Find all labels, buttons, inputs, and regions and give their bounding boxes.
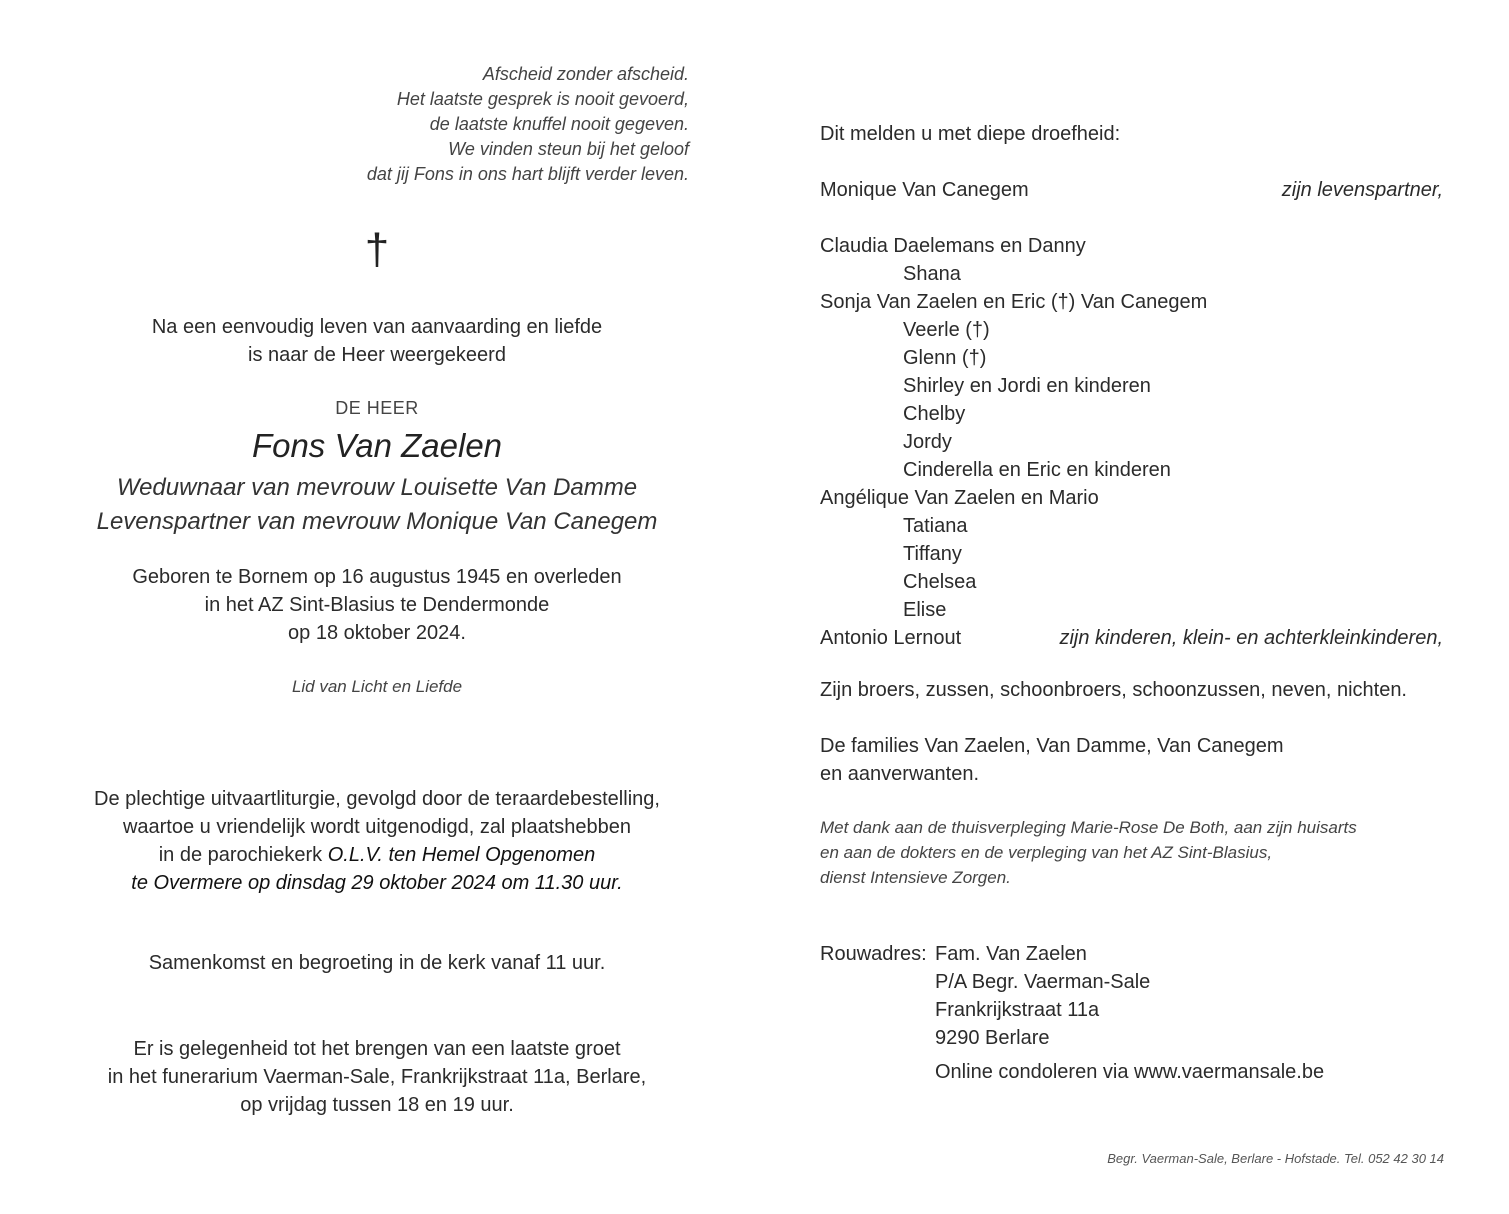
family-member: Glenn (†) bbox=[903, 347, 987, 369]
thanks-line: en aan de dokters en de verpleging van het AZ Sint-Blasius, bbox=[820, 843, 1273, 862]
funeral-line: De plechtige uitvaartliturgie, gevolgd door de teraardebestelling, bbox=[94, 788, 660, 810]
address-label: Rouwadres: bbox=[820, 943, 927, 965]
funeral-line bbox=[57, 841, 697, 869]
online-condolence: Online condoleren via www.vaermansale.be bbox=[935, 1061, 1325, 1083]
footer: Begr. Vaerman-Sale, Berlare - Hofstade. Tel. 052 42 30 14 bbox=[1107, 1151, 1444, 1166]
visit-line: op vrijdag tussen 18 en 19 uur. bbox=[240, 1094, 514, 1116]
meeting-info: Samenkomst en begroeting in de kerk vanaf 11 uur. bbox=[148, 952, 606, 974]
address bbox=[935, 940, 1150, 1052]
deceased-name: Fons Van Zaelen bbox=[251, 427, 503, 464]
church-prefix: in de parochiekerk bbox=[158, 844, 328, 866]
family-member: Jordy bbox=[903, 431, 952, 453]
family-list bbox=[820, 232, 1443, 652]
poem-line: de laatste knuffel nooit gegeven. bbox=[429, 114, 689, 134]
siblings: Zijn broers, zussen, schoonbroers, schoonzussen, neven, nichten. bbox=[820, 679, 1407, 701]
funeral-info bbox=[57, 785, 697, 897]
family-member: Veerle (†) bbox=[903, 319, 990, 341]
poem-line: dat jij Fons in ons hart blijft verder leven. bbox=[366, 164, 689, 184]
relations bbox=[40, 471, 714, 539]
birth-death-info bbox=[77, 563, 677, 647]
visit-line: Er is gelegenheid tot het brengen van een laatste groet bbox=[133, 1038, 621, 1060]
family-member: Antonio Lernout bbox=[820, 627, 962, 649]
partner-role: zijn levenspartner, bbox=[1281, 179, 1443, 201]
thanks-line: dienst Intensieve Zorgen. bbox=[820, 868, 1011, 887]
visit-info bbox=[57, 1035, 697, 1119]
family-member: Elise bbox=[903, 599, 947, 621]
family-member: Tatiana bbox=[903, 515, 968, 537]
family-member: Angélique Van Zaelen en Mario bbox=[820, 487, 1099, 509]
family-member: Claudia Daelemans en Danny bbox=[820, 235, 1086, 257]
thanks-line: Met dank aan de thuisverpleging Marie-Rose De Both, aan zijn huisarts bbox=[820, 818, 1357, 837]
born-line: Geboren te Bornem op 16 augustus 1945 en overleden bbox=[132, 566, 622, 588]
partner-name: Monique Van Canegem bbox=[820, 179, 1029, 201]
honorific: DE HEER bbox=[335, 398, 419, 418]
intro-line: Na een eenvoudig leven van aanvaarding en liefde bbox=[151, 316, 603, 338]
intro-text bbox=[77, 313, 677, 369]
families-line: De families Van Zaelen, Van Damme, Van Canegem bbox=[820, 735, 1284, 757]
family-member: Shana bbox=[903, 263, 961, 285]
families bbox=[820, 732, 1284, 788]
cross-icon: † bbox=[364, 225, 390, 274]
funeral-datetime: te Overmere op dinsdag 29 oktober 2024 om 11.30 uur. bbox=[131, 872, 623, 894]
poem-line: We vinden steun bij het geloof bbox=[448, 139, 689, 159]
address-line: Frankrijkstraat 11a bbox=[935, 999, 1100, 1021]
family-member: Tiffany bbox=[903, 543, 962, 565]
widower-line: Weduwnaar van mevrouw Louisette Van Damme bbox=[116, 474, 638, 501]
family-member-last bbox=[820, 624, 1443, 652]
thanks-note bbox=[820, 815, 1357, 890]
partner-line: Levenspartner van mevrouw Monique Van Canegem bbox=[96, 508, 658, 535]
church-name: O.L.V. ten Hemel Opgenomen bbox=[327, 844, 596, 866]
address-line: Fam. Van Zaelen bbox=[935, 943, 1087, 965]
children-role: zijn kinderen, klein- en achterkleinkinderen, bbox=[1059, 627, 1443, 649]
born-line: in het AZ Sint-Blasius te Dendermonde bbox=[204, 594, 550, 616]
membership: Lid van Licht en Liefde bbox=[291, 677, 463, 696]
family-member: Chelsea bbox=[903, 571, 977, 593]
address-line: 9290 Berlare bbox=[935, 1027, 1050, 1049]
poem bbox=[367, 62, 689, 187]
family-member: Cinderella en Eric en kinderen bbox=[903, 459, 1171, 481]
poem-line: Afscheid zonder afscheid. bbox=[482, 64, 689, 84]
announcement: Dit melden u met diepe droefheid: bbox=[820, 123, 1121, 145]
visit-line: in het funerarium Vaerman-Sale, Frankrijkstraat 11a, Berlare, bbox=[107, 1066, 647, 1088]
families-line: en aanverwanten. bbox=[820, 763, 980, 785]
poem-line: Het laatste gesprek is nooit gevoerd, bbox=[396, 89, 689, 109]
family-member: Shirley en Jordi en kinderen bbox=[903, 375, 1151, 397]
funeral-line: waartoe u vriendelijk wordt uitgenodigd, zal plaatshebben bbox=[122, 816, 632, 838]
address-line: P/A Begr. Vaerman-Sale bbox=[935, 971, 1151, 993]
family-member: Sonja Van Zaelen en Eric (†) Van Canegem bbox=[820, 291, 1208, 313]
intro-line: is naar de Heer weergekeerd bbox=[248, 344, 506, 366]
family-member: Chelby bbox=[903, 403, 966, 425]
born-line: op 18 oktober 2024. bbox=[288, 622, 466, 644]
partner-row bbox=[820, 176, 1443, 204]
